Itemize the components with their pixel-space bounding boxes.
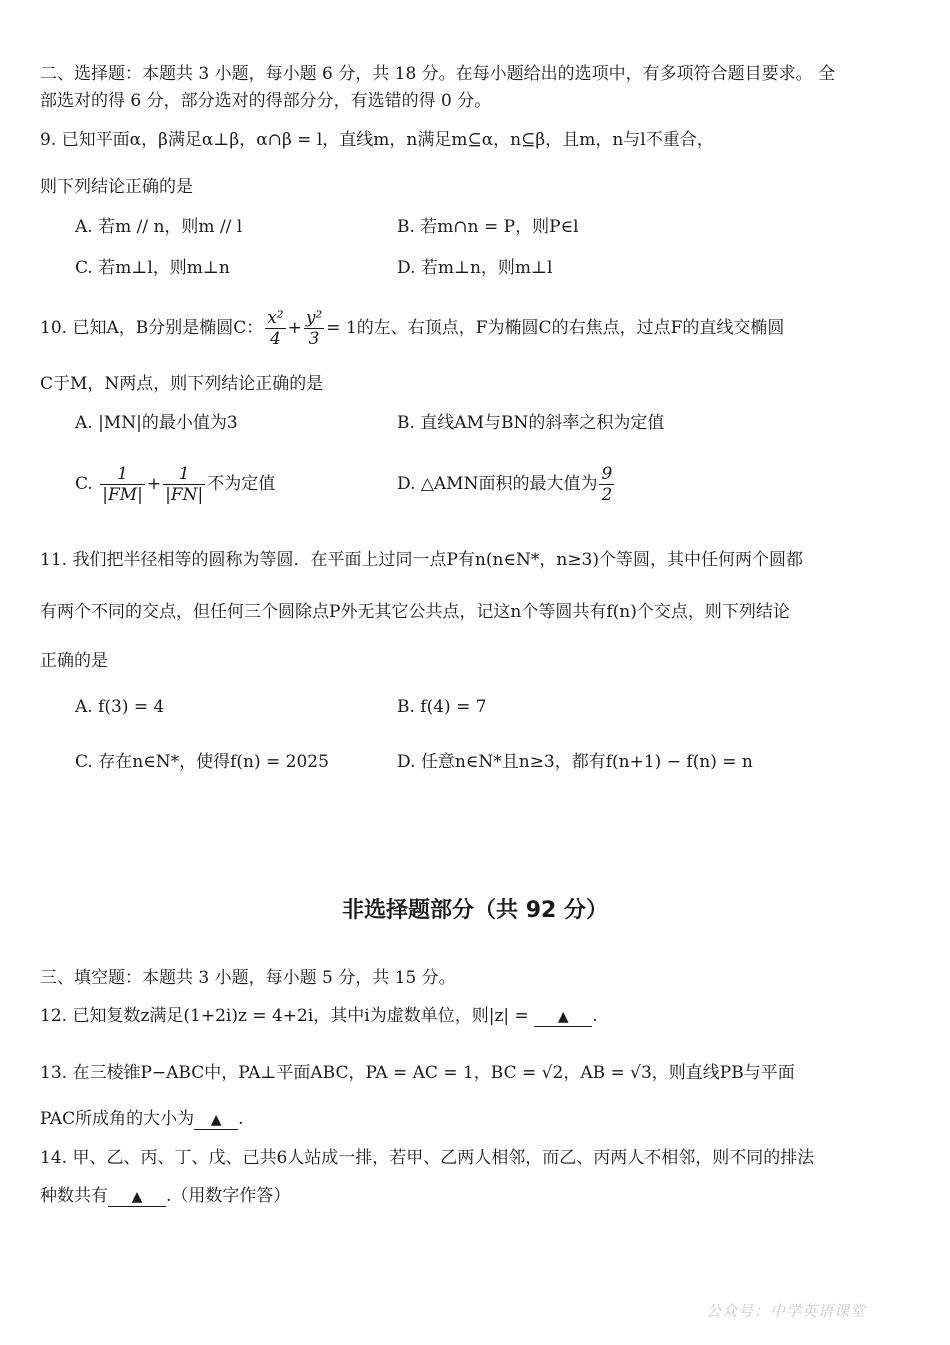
q9-option-a: A. 若m // n，则m // l bbox=[75, 217, 243, 237]
q14-answer-blank[interactable] bbox=[108, 1187, 166, 1207]
q11-stem-line2: 有两个不同的交点，但任何三个圆除点P外无其它公共点，记这n个等圆共有f(n)个交点，则下列结论 bbox=[40, 602, 790, 622]
q10-option-c-frac1 bbox=[100, 464, 145, 505]
q10-stem-line2: C于M，N两点，则下列结论正确的是 bbox=[40, 374, 324, 394]
q10-option-c-num1: 1 bbox=[100, 464, 145, 485]
q12-line bbox=[40, 1004, 598, 1028]
q14-stem-line2: 种数共有 bbox=[40, 1186, 108, 1206]
q11-option-b: B. f(4) = 7 bbox=[397, 697, 487, 717]
watermark: 公众号：中学英语课堂 bbox=[706, 1302, 867, 1320]
q10-stem-post: = 1的左、右顶点，F为椭圆C的右焦点，过点F的直线交椭圆 bbox=[326, 318, 785, 338]
triangle-icon: ▲ bbox=[210, 1112, 222, 1128]
triangle-icon: ▲ bbox=[557, 1009, 569, 1025]
q10-option-c-label: C. bbox=[75, 474, 93, 494]
q10-option-c bbox=[75, 462, 275, 506]
q10-option-c-num2: 1 bbox=[163, 464, 205, 485]
q10-option-c-frac2 bbox=[163, 464, 205, 505]
q10-option-c-plus: + bbox=[146, 474, 162, 494]
q14-tail: .（用数字作答） bbox=[166, 1186, 291, 1206]
q12-period: . bbox=[592, 1006, 598, 1026]
q10-option-c-den2: |FN| bbox=[165, 485, 204, 505]
q10-fraction-y bbox=[304, 308, 324, 349]
q10-option-d-den: 2 bbox=[601, 485, 613, 505]
q10-option-d-pre: D. △AMN面积的最大值为 bbox=[397, 474, 598, 494]
q12-answer-blank[interactable] bbox=[534, 1007, 592, 1027]
q10-fraction-x bbox=[265, 308, 285, 349]
q10-option-b: B. 直线AM与BN的斜率之积为定值 bbox=[397, 413, 665, 433]
q13-stem-line2: PAC所成角的大小为 bbox=[40, 1109, 195, 1129]
q12-stem: 12. 已知复数z满足(1+2i)z = 4+2i，其中i为虚数单位，则|z| = bbox=[40, 1006, 529, 1026]
q14-stem-line1: 14. 甲、乙、丙、丁、戊、己共6人站成一排，若甲、乙两人相邻，而乙、丙两人不相邻，则不同的排法 bbox=[40, 1148, 815, 1168]
q10-option-d-frac bbox=[599, 464, 614, 505]
q10-option-c-tail: 不为定值 bbox=[207, 474, 276, 494]
q10-option-c-den1: |FM| bbox=[102, 485, 143, 505]
triangle-icon: ▲ bbox=[131, 1189, 143, 1205]
q10-fraction-x-num: x² bbox=[267, 308, 284, 328]
q14-line2 bbox=[40, 1184, 290, 1208]
q9-stem-line1: 9. 已知平面α，β满足α⊥β，α∩β = l，直线m，n满足m⊆α，n⊆β，且m，n与l不重合， bbox=[40, 130, 714, 150]
q13-period: . bbox=[238, 1109, 244, 1129]
q10-fraction-y-den: 3 bbox=[308, 329, 320, 349]
q13-answer-blank[interactable] bbox=[194, 1110, 238, 1130]
q10-option-d-num: 9 bbox=[601, 464, 613, 484]
q11-option-d: D. 任意n∈N*且n≥3，都有f(n+1) − f(n) = n bbox=[397, 752, 753, 772]
q11-stem-line3: 正确的是 bbox=[40, 651, 108, 671]
q10-stem-line1 bbox=[40, 306, 784, 350]
q9-option-b: B. 若m∩n = P，则P∈l bbox=[397, 217, 579, 237]
q9-option-d: D. 若m⊥n，则m⊥l bbox=[397, 258, 553, 278]
q11-option-a: A. f(3) = 4 bbox=[75, 697, 165, 717]
q13-line2 bbox=[40, 1107, 244, 1131]
section2-instructions-line1: 二、选择题：本题共 3 小题，每小题 6 分，共 18 分。在每小题给出的选项中，有多项符合题目要求。 全 bbox=[40, 64, 836, 84]
q11-option-c: C. 存在n∈N*，使得f(n) = 2025 bbox=[75, 752, 329, 772]
q10-fraction-x-den: 4 bbox=[270, 329, 281, 349]
q10-plus: + bbox=[287, 318, 302, 338]
q10-option-d bbox=[397, 462, 616, 506]
q10-fraction-y-num: y² bbox=[305, 308, 323, 328]
section2-instructions-line2: 部选对的得 6 分，部分选对的得部分分，有选错的得 0 分。 bbox=[40, 91, 492, 111]
part2-title: 非选择题部分（共 92 分） bbox=[342, 898, 608, 923]
q9-stem-line2: 则下列结论正确的是 bbox=[40, 177, 193, 197]
q9-option-c: C. 若m⊥l，则m⊥n bbox=[75, 258, 230, 278]
q10-option-a: A. |MN|的最小值为3 bbox=[75, 413, 238, 433]
section3-instructions: 三、填空题：本题共 3 小题，每小题 5 分，共 15 分。 bbox=[40, 968, 456, 988]
q10-stem-pre: 10. 已知A，B分别是椭圆C： bbox=[40, 318, 264, 338]
q11-stem-line1: 11. 我们把半径相等的圆称为等圆．在平面上过同一点P有n(n∈N*，n≥3)个等圆，其中任何两个圆都 bbox=[40, 550, 804, 570]
q13-stem-line1: 13. 在三棱锥P−ABC中，PA⊥平面ABC，PA = AC = 1，BC = √2，AB = √3，则直线PB与平面 bbox=[40, 1063, 795, 1083]
